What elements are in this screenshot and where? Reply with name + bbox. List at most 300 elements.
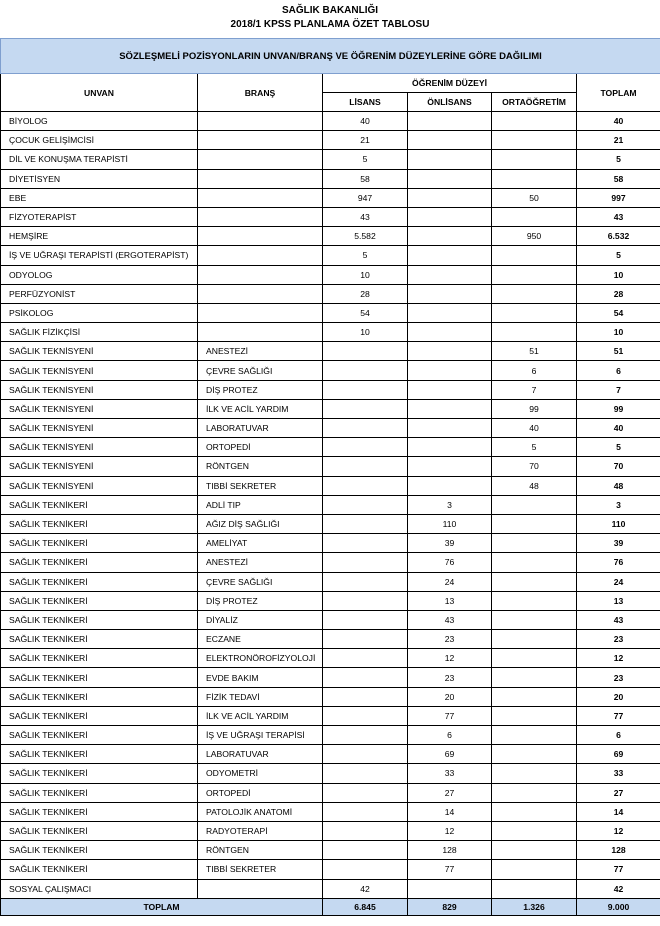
cell-toplam: 28	[577, 284, 660, 303]
cell-unvan: FİZYOTERAPİST	[1, 207, 198, 226]
cell-toplam: 54	[577, 303, 660, 322]
cell-toplam: 5	[577, 150, 660, 169]
cell-lisans	[323, 802, 408, 821]
ministry-title: SAĞLIK BAKANLIĞI	[281, 5, 379, 16]
table-row	[1, 745, 660, 764]
cell-orta	[492, 284, 577, 303]
table-row	[1, 169, 660, 188]
cell-brans	[198, 150, 323, 169]
cell-lisans	[323, 764, 408, 783]
table-row	[1, 630, 660, 649]
table-row	[1, 706, 660, 725]
cell-onlisans	[408, 399, 492, 418]
cell-lisans	[323, 457, 408, 476]
cell-orta	[492, 821, 577, 840]
table-title: 2018/1 KPSS PLANLAMA ÖZET TABLOSU	[230, 19, 430, 30]
cell-brans: ANESTEZİ	[198, 342, 323, 361]
cell-onlisans	[408, 188, 492, 207]
cell-toplam: 69	[577, 745, 660, 764]
cell-unvan: SAĞLIK TEKNİSYENİ	[1, 438, 198, 457]
cell-onlisans	[408, 879, 492, 898]
cell-unvan: SAĞLIK TEKNİKERİ	[1, 610, 198, 629]
cell-toplam: 128	[577, 841, 660, 860]
cell-brans: EVDE BAKIM	[198, 668, 323, 687]
table-row	[1, 495, 660, 514]
cell-orta	[492, 169, 577, 188]
cell-unvan: BİYOLOG	[1, 112, 198, 131]
cell-toplam: 12	[577, 649, 660, 668]
cell-unvan: SAĞLIK TEKNİKERİ	[1, 668, 198, 687]
cell-orta	[492, 649, 577, 668]
total-lisans: 6.845	[323, 898, 408, 915]
cell-onlisans	[408, 419, 492, 438]
total-orta: 1.326	[492, 898, 577, 915]
cell-onlisans	[408, 227, 492, 246]
cell-lisans	[323, 841, 408, 860]
cell-orta	[492, 246, 577, 265]
cell-orta	[492, 514, 577, 533]
cell-orta	[492, 783, 577, 802]
cell-orta	[492, 112, 577, 131]
cell-toplam: 10	[577, 323, 660, 342]
cell-lisans	[323, 745, 408, 764]
cell-orta	[492, 572, 577, 591]
cell-lisans: 5	[323, 246, 408, 265]
cell-lisans	[323, 668, 408, 687]
cell-lisans	[323, 361, 408, 380]
cell-toplam: 5	[577, 246, 660, 265]
cell-unvan: SAĞLIK TEKNİKERİ	[1, 630, 198, 649]
table-row	[1, 764, 660, 783]
cell-brans	[198, 188, 323, 207]
cell-onlisans: 12	[408, 649, 492, 668]
cell-lisans	[323, 860, 408, 879]
cell-toplam: 6	[577, 361, 660, 380]
cell-orta	[492, 323, 577, 342]
table-row	[1, 687, 660, 706]
cell-toplam: 39	[577, 534, 660, 553]
cell-toplam: 40	[577, 112, 660, 131]
cell-onlisans	[408, 380, 492, 399]
cell-unvan: SAĞLIK TEKNİKERİ	[1, 802, 198, 821]
cell-orta	[492, 150, 577, 169]
cell-brans: DİŞ PROTEZ	[198, 591, 323, 610]
cell-onlisans: 24	[408, 572, 492, 591]
table-row	[1, 476, 660, 495]
cell-brans: AMELİYAT	[198, 534, 323, 553]
cell-brans: TIBBİ SEKRETER	[198, 860, 323, 879]
cell-unvan: SAĞLIK TEKNİKERİ	[1, 591, 198, 610]
cell-toplam: 42	[577, 879, 660, 898]
cell-lisans	[323, 399, 408, 418]
cell-onlisans: 12	[408, 821, 492, 840]
cell-toplam: 27	[577, 783, 660, 802]
cell-onlisans	[408, 457, 492, 476]
col-header-toplam: TOPLAM	[577, 74, 660, 112]
cell-orta	[492, 879, 577, 898]
cell-toplam: 51	[577, 342, 660, 361]
table-row	[1, 323, 660, 342]
cell-toplam: 48	[577, 476, 660, 495]
cell-lisans	[323, 726, 408, 745]
table-row	[1, 284, 660, 303]
cell-brans: FİZİK TEDAVİ	[198, 687, 323, 706]
cell-orta	[492, 706, 577, 725]
table-row	[1, 419, 660, 438]
table-row	[1, 802, 660, 821]
cell-onlisans: 39	[408, 534, 492, 553]
cell-brans: ELEKTRONÖROFİZYOLOJİ	[198, 649, 323, 668]
cell-brans: DİYALİZ	[198, 610, 323, 629]
cell-toplam: 76	[577, 553, 660, 572]
cell-unvan: ÇOCUK GELİŞİMCİSİ	[1, 131, 198, 150]
cell-brans: İLK VE ACİL YARDIM	[198, 399, 323, 418]
cell-brans: ÇEVRE SAĞLIĞI	[198, 572, 323, 591]
cell-orta	[492, 630, 577, 649]
cell-lisans	[323, 514, 408, 533]
table-row	[1, 514, 660, 533]
table-row	[1, 821, 660, 840]
cell-lisans	[323, 821, 408, 840]
cell-brans	[198, 227, 323, 246]
table-row	[1, 553, 660, 572]
cell-onlisans: 69	[408, 745, 492, 764]
cell-toplam: 10	[577, 265, 660, 284]
cell-lisans	[323, 342, 408, 361]
cell-unvan: SAĞLIK TEKNİKERİ	[1, 764, 198, 783]
cell-brans	[198, 303, 323, 322]
cell-toplam: 13	[577, 591, 660, 610]
cell-toplam: 12	[577, 821, 660, 840]
cell-orta: 6	[492, 361, 577, 380]
cell-toplam: 20	[577, 687, 660, 706]
cell-unvan: SAĞLIK TEKNİKERİ	[1, 745, 198, 764]
cell-toplam: 21	[577, 131, 660, 150]
table-row	[1, 860, 660, 879]
cell-lisans	[323, 649, 408, 668]
cell-lisans	[323, 783, 408, 802]
cell-lisans	[323, 419, 408, 438]
cell-toplam: 43	[577, 610, 660, 629]
cell-toplam: 23	[577, 630, 660, 649]
cell-orta	[492, 841, 577, 860]
cell-onlisans	[408, 265, 492, 284]
col-header-ogrenim: ÖĞRENİM DÜZEYİ	[323, 74, 577, 93]
cell-lisans	[323, 706, 408, 725]
cell-brans	[198, 131, 323, 150]
cell-lisans	[323, 687, 408, 706]
table-row	[1, 265, 660, 284]
cell-toplam: 43	[577, 207, 660, 226]
cell-toplam: 14	[577, 802, 660, 821]
total-onlisans: 829	[408, 898, 492, 915]
cell-unvan: SAĞLIK TEKNİKERİ	[1, 783, 198, 802]
cell-unvan: SAĞLIK TEKNİKERİ	[1, 649, 198, 668]
cell-onlisans	[408, 284, 492, 303]
cell-onlisans: 27	[408, 783, 492, 802]
col-header-onlisans: ÖNLİSANS	[408, 93, 492, 112]
cell-orta: 7	[492, 380, 577, 399]
cell-orta: 51	[492, 342, 577, 361]
table-row	[1, 726, 660, 745]
table-row	[1, 572, 660, 591]
cell-brans: ÇEVRE SAĞLIĞI	[198, 361, 323, 380]
cell-orta	[492, 591, 577, 610]
table-row	[1, 879, 660, 898]
cell-onlisans: 20	[408, 687, 492, 706]
cell-orta	[492, 610, 577, 629]
table-row	[1, 227, 660, 246]
cell-onlisans: 33	[408, 764, 492, 783]
cell-brans: LABORATUVAR	[198, 745, 323, 764]
cell-unvan: SAĞLIK TEKNİKERİ	[1, 572, 198, 591]
cell-onlisans: 3	[408, 495, 492, 514]
cell-orta	[492, 303, 577, 322]
cell-toplam: 997	[577, 188, 660, 207]
cell-brans	[198, 879, 323, 898]
table-row	[1, 649, 660, 668]
cell-lisans	[323, 495, 408, 514]
table-row	[1, 438, 660, 457]
cell-toplam: 3	[577, 495, 660, 514]
cell-toplam: 5	[577, 438, 660, 457]
cell-orta	[492, 207, 577, 226]
cell-toplam: 23	[577, 668, 660, 687]
cell-toplam: 6.532	[577, 227, 660, 246]
cell-brans: ODYOMETRİ	[198, 764, 323, 783]
col-header-ortaogretim: ORTAÖĞRETİM	[492, 93, 577, 112]
cell-lisans: 5	[323, 150, 408, 169]
col-header-lisans: LİSANS	[323, 93, 408, 112]
cell-orta: 48	[492, 476, 577, 495]
cell-brans	[198, 169, 323, 188]
cell-onlisans: 13	[408, 591, 492, 610]
cell-onlisans: 23	[408, 668, 492, 687]
cell-orta	[492, 553, 577, 572]
cell-unvan: SAĞLIK TEKNİKERİ	[1, 841, 198, 860]
cell-onlisans	[408, 323, 492, 342]
cell-lisans: 21	[323, 131, 408, 150]
cell-onlisans	[408, 361, 492, 380]
cell-unvan: SAĞLIK TEKNİKERİ	[1, 514, 198, 533]
total-label: TOPLAM	[1, 898, 323, 915]
cell-orta	[492, 534, 577, 553]
cell-onlisans: 77	[408, 706, 492, 725]
table-banner-row	[1, 39, 660, 74]
cell-unvan: SAĞLIK TEKNİKERİ	[1, 495, 198, 514]
cell-unvan: İŞ VE UĞRAŞI TERAPİSTİ (ERGOTERAPİST)	[1, 246, 198, 265]
cell-toplam: 110	[577, 514, 660, 533]
cell-brans	[198, 207, 323, 226]
cell-onlisans: 14	[408, 802, 492, 821]
cell-brans: ANESTEZİ	[198, 553, 323, 572]
table-row	[1, 534, 660, 553]
cell-onlisans	[408, 169, 492, 188]
cell-toplam: 58	[577, 169, 660, 188]
cell-lisans: 28	[323, 284, 408, 303]
cell-brans: DİŞ PROTEZ	[198, 380, 323, 399]
table-row	[1, 303, 660, 322]
cell-lisans: 947	[323, 188, 408, 207]
cell-lisans: 54	[323, 303, 408, 322]
cell-unvan: SAĞLIK TEKNİSYENİ	[1, 380, 198, 399]
cell-orta: 50	[492, 188, 577, 207]
cell-unvan: SAĞLIK TEKNİKERİ	[1, 534, 198, 553]
table-row	[1, 188, 660, 207]
cell-brans	[198, 112, 323, 131]
table-row	[1, 361, 660, 380]
cell-lisans	[323, 476, 408, 495]
cell-lisans: 58	[323, 169, 408, 188]
cell-lisans	[323, 630, 408, 649]
cell-brans: İLK VE ACİL YARDIM	[198, 706, 323, 725]
cell-brans	[198, 246, 323, 265]
cell-orta	[492, 131, 577, 150]
cell-lisans	[323, 591, 408, 610]
table-row	[1, 112, 660, 131]
cell-unvan: SAĞLIK TEKNİSYENİ	[1, 342, 198, 361]
cell-unvan: HEMŞİRE	[1, 227, 198, 246]
cell-brans: ADLİ TIP	[198, 495, 323, 514]
cell-lisans	[323, 438, 408, 457]
cell-brans	[198, 323, 323, 342]
table-row	[1, 668, 660, 687]
cell-brans: RÖNTGEN	[198, 457, 323, 476]
cell-lisans: 42	[323, 879, 408, 898]
cell-onlisans	[408, 150, 492, 169]
cell-onlisans	[408, 207, 492, 226]
table-row	[1, 457, 660, 476]
cell-onlisans: 76	[408, 553, 492, 572]
cell-onlisans: 43	[408, 610, 492, 629]
cell-unvan: SAĞLIK TEKNİKERİ	[1, 860, 198, 879]
cell-onlisans	[408, 246, 492, 265]
cell-lisans	[323, 610, 408, 629]
cell-toplam: 99	[577, 399, 660, 418]
table-banner: SÖZLEŞMELİ POZİSYONLARIN UNVAN/BRANŞ VE ÖĞRENİM DÜZEYLERİNE GÖRE DAĞILIMI	[1, 39, 660, 74]
cell-onlisans	[408, 476, 492, 495]
cell-brans: RÖNTGEN	[198, 841, 323, 860]
cell-unvan: SAĞLIK TEKNİKERİ	[1, 687, 198, 706]
cell-unvan: SAĞLIK TEKNİKERİ	[1, 706, 198, 725]
cell-onlisans	[408, 303, 492, 322]
summary-table	[0, 38, 660, 916]
cell-onlisans: 77	[408, 860, 492, 879]
cell-brans: PATOLOJİK ANATOMİ	[198, 802, 323, 821]
cell-onlisans: 110	[408, 514, 492, 533]
cell-onlisans	[408, 342, 492, 361]
cell-orta: 70	[492, 457, 577, 476]
cell-orta: 5	[492, 438, 577, 457]
cell-orta	[492, 495, 577, 514]
cell-orta: 40	[492, 419, 577, 438]
cell-unvan: SOSYAL ÇALIŞMACI	[1, 879, 198, 898]
cell-orta	[492, 745, 577, 764]
cell-unvan: PSİKOLOG	[1, 303, 198, 322]
table-row	[1, 246, 660, 265]
cell-onlisans	[408, 112, 492, 131]
cell-toplam: 24	[577, 572, 660, 591]
col-header-unvan: UNVAN	[1, 74, 198, 112]
table-row	[1, 591, 660, 610]
cell-lisans: 5.582	[323, 227, 408, 246]
cell-unvan: DİYETİSYEN	[1, 169, 198, 188]
table-row	[1, 150, 660, 169]
cell-orta	[492, 668, 577, 687]
cell-unvan: SAĞLIK TEKNİKERİ	[1, 821, 198, 840]
header-row-1	[1, 74, 660, 93]
cell-toplam: 6	[577, 726, 660, 745]
cell-onlisans	[408, 438, 492, 457]
cell-orta	[492, 860, 577, 879]
cell-orta: 99	[492, 399, 577, 418]
table-row	[1, 841, 660, 860]
cell-toplam: 77	[577, 706, 660, 725]
cell-unvan: SAĞLIK TEKNİSYENİ	[1, 457, 198, 476]
cell-toplam: 7	[577, 380, 660, 399]
cell-toplam: 40	[577, 419, 660, 438]
cell-brans: ORTOPEDİ	[198, 783, 323, 802]
cell-orta	[492, 802, 577, 821]
cell-unvan: SAĞLIK FİZİKÇİSİ	[1, 323, 198, 342]
cell-brans: TIBBİ SEKRETER	[198, 476, 323, 495]
cell-toplam: 70	[577, 457, 660, 476]
table-row	[1, 399, 660, 418]
cell-onlisans: 6	[408, 726, 492, 745]
table-row	[1, 380, 660, 399]
cell-onlisans	[408, 131, 492, 150]
total-row	[1, 898, 660, 915]
cell-unvan: EBE	[1, 188, 198, 207]
cell-unvan: SAĞLIK TEKNİKERİ	[1, 726, 198, 745]
table-row	[1, 610, 660, 629]
table-row	[1, 342, 660, 361]
cell-onlisans: 23	[408, 630, 492, 649]
cell-brans	[198, 265, 323, 284]
cell-lisans	[323, 572, 408, 591]
cell-orta: 950	[492, 227, 577, 246]
cell-lisans	[323, 380, 408, 399]
cell-unvan: SAĞLIK TEKNİKERİ	[1, 553, 198, 572]
cell-orta	[492, 265, 577, 284]
cell-orta	[492, 687, 577, 706]
cell-brans: ECZANE	[198, 630, 323, 649]
cell-lisans: 10	[323, 265, 408, 284]
cell-toplam: 77	[577, 860, 660, 879]
cell-brans	[198, 284, 323, 303]
document-header	[0, 0, 660, 38]
cell-lisans	[323, 553, 408, 572]
cell-lisans: 40	[323, 112, 408, 131]
cell-lisans	[323, 534, 408, 553]
cell-unvan: SAĞLIK TEKNİSYENİ	[1, 399, 198, 418]
cell-unvan: DİL VE KONUŞMA TERAPİSTİ	[1, 150, 198, 169]
cell-unvan: ODYOLOG	[1, 265, 198, 284]
cell-unvan: SAĞLIK TEKNİSYENİ	[1, 476, 198, 495]
total-toplam: 9.000	[577, 898, 660, 915]
col-header-brans: BRANŞ	[198, 74, 323, 112]
cell-lisans: 43	[323, 207, 408, 226]
table-row	[1, 783, 660, 802]
cell-onlisans: 128	[408, 841, 492, 860]
cell-brans: AĞIZ DİŞ SAĞLIĞI	[198, 514, 323, 533]
cell-brans: ORTOPEDİ	[198, 438, 323, 457]
cell-brans: İŞ VE UĞRAŞI TERAPİSİ	[198, 726, 323, 745]
cell-orta	[492, 726, 577, 745]
table-row	[1, 131, 660, 150]
cell-unvan: SAĞLIK TEKNİSYENİ	[1, 361, 198, 380]
cell-lisans: 10	[323, 323, 408, 342]
